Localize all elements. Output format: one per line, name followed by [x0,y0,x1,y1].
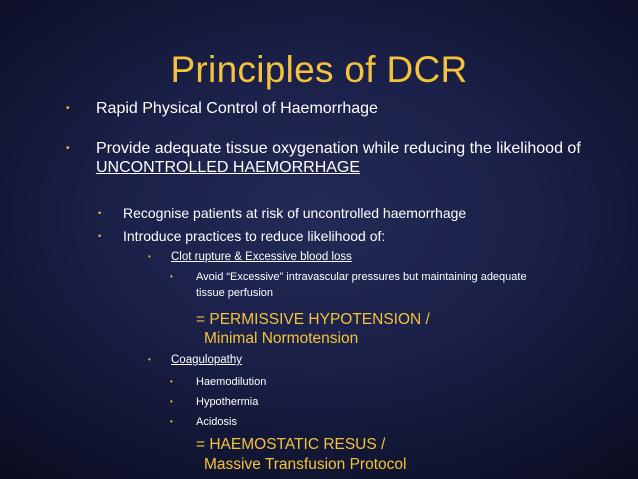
massive-transfusion-line: Massive Transfusion Protocol [204,456,407,473]
bullet-text: Avoid “Excessive” intravascular pressures but maintaining adequate tissue perfusion [196,271,527,299]
bullet-introduce-practices [98,228,598,245]
bullet-text [96,139,584,177]
bullet-marker: • [148,252,151,261]
bullet-avoid-pressures [170,269,550,301]
bullet-text: Recognise patients at risk of uncontrolled haemorrhage [123,205,467,221]
oxygenation-text: Provide adequate tissue oxygenation while reducing the likelihood of [96,140,581,157]
slide-title: Principles of DCR [170,49,468,90]
bullet-marker: • [170,417,173,426]
bullet-text: Hypothermia [196,396,259,408]
haemostatic-resus-line: = HAEMOSTATIC RESUS / [196,436,386,453]
bullet-haemodilution [170,374,470,390]
bullet-text: Introduce practices to reduce likelihood of: [123,228,386,244]
bullet-marker: • [170,377,173,386]
bullet-text: Acidosis [196,416,237,428]
bullet-marker: • [148,355,151,364]
bullet-text: Haemodilution [196,376,267,388]
permissive-hypotension-line: = PERMISSIVE HYPOTENSION / [196,311,430,328]
bullet-text: Clot rupture & Excessive blood loss [171,251,352,263]
bullet-hypothermia [170,394,470,410]
bullet-clot-rupture [148,250,568,264]
bullet-recognise-patients [98,205,598,222]
bullet-acidosis [170,414,470,430]
uncontrolled-haemorrhage-emphasis: UNCONTROLLED HAEMORRHAGE [96,159,361,176]
bullet-marker: • [170,397,173,406]
bullet-text: Coagulopathy [171,354,242,366]
bullet-tissue-oxygenation [64,139,584,177]
bullet-marker: • [98,231,102,241]
bullet-marker: • [66,103,70,114]
bullet-marker: • [98,208,102,218]
bullet-rapid-control [64,99,604,118]
bullet-text: Rapid Physical Control of Haemorrhage [96,100,378,117]
bullet-marker: • [66,143,70,154]
bullet-coagulopathy [148,353,448,367]
minimal-normotension-line: Minimal Normotension [204,330,359,347]
bullet-marker: • [170,272,173,281]
